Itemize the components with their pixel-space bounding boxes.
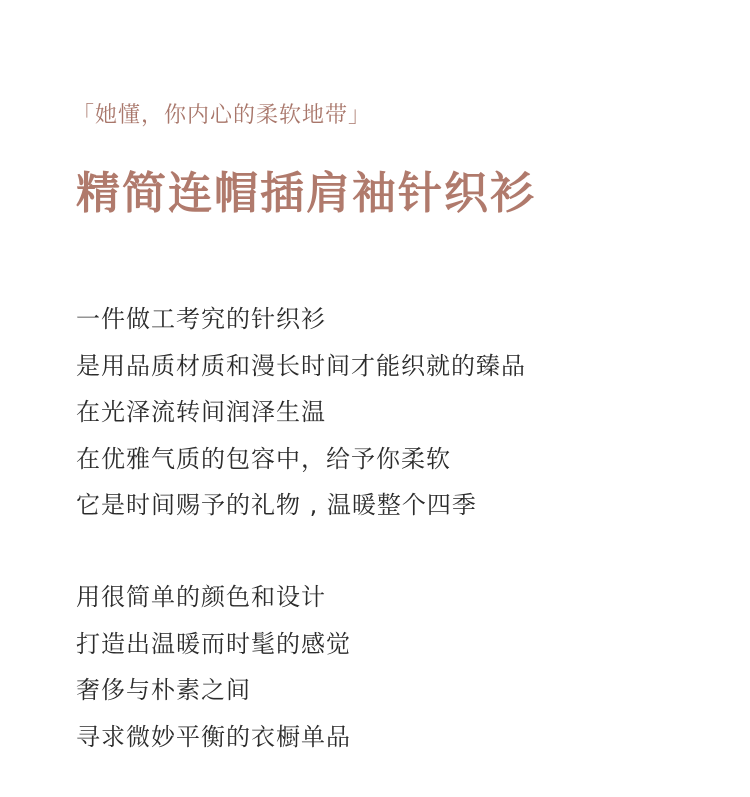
description-line: 打造出温暖而时髦的感觉 [76,629,351,658]
description-line: 在优雅气质的包容中，给予你柔软 [76,444,451,473]
description-line: 一件做工考究的针织衫 [76,305,326,333]
description-line: 用很简单的颜色和设计 [76,583,326,611]
description-paragraph-2 [76,574,351,760]
description-paragraph-1 [76,296,526,529]
description-line: 寻求微妙平衡的衣橱单品 [76,722,351,751]
description-line: 是用品质材质和漫长时间才能织就的臻品 [76,351,526,380]
description-line: 奢侈与朴素之间 [76,676,251,704]
product-title: 精简连帽插肩袖针织衫 [76,168,536,219]
tagline: 「她懂，你内心的柔软地带」 [72,103,372,128]
description-line: 在光泽流转间润泽生温 [76,398,326,426]
description-line: 它是时间赐予的礼物 , 温暖整个四季 [76,491,477,519]
